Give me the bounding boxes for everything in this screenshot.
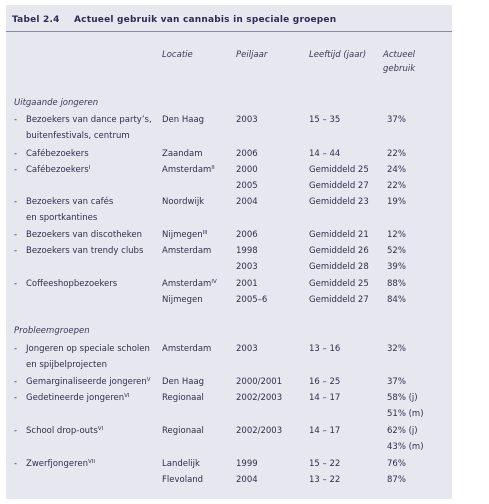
table-title: Actueel gebruik van cannabis in speciale groepen xyxy=(74,15,337,25)
current-use: 32% xyxy=(387,344,406,354)
group-name: Jongeren op speciale scholen xyxy=(26,344,150,354)
location: Noordwijk xyxy=(162,197,205,207)
current-use: 22% xyxy=(387,149,406,159)
location: Regionaal xyxy=(162,426,204,436)
age: 16 – 25 xyxy=(309,377,341,387)
group-name: Coffeeshopbezoekers xyxy=(26,279,118,289)
footnote-marker: IV xyxy=(211,279,217,285)
age: 14 – 44 xyxy=(309,149,341,159)
current-use: 87% xyxy=(387,475,406,485)
current-use: 84% xyxy=(387,295,406,305)
data-table xyxy=(6,5,452,499)
age: 14 – 17 xyxy=(309,426,341,436)
group-name: Bezoekers van cafés xyxy=(26,197,114,207)
group-name-text: Gemarginaliseerde jongeren xyxy=(26,377,147,387)
year: 2001 xyxy=(236,279,258,289)
year: 2005–6 xyxy=(236,295,268,305)
age: 13 – 22 xyxy=(309,475,341,485)
row-dash: - xyxy=(14,246,18,256)
location-text: Amsterdam xyxy=(162,279,212,289)
location: Amsterdam xyxy=(162,344,212,354)
location-text: Nijmegen xyxy=(162,230,203,240)
age: Gemiddeld 27 xyxy=(309,295,369,305)
year: 2003 xyxy=(236,115,258,125)
current-use: 37% xyxy=(387,377,406,387)
group-name-text: Cafébezoekers xyxy=(26,165,89,175)
location: Amsterdam xyxy=(162,246,212,256)
footnote-marker: VI xyxy=(97,426,104,432)
header-locatie: Locatie xyxy=(162,50,193,60)
footnote-marker: I xyxy=(88,165,91,171)
current-use: 39% xyxy=(387,262,406,272)
year: 2003 xyxy=(236,262,258,272)
age: Gemiddeld 28 xyxy=(309,262,369,272)
year: 2003 xyxy=(236,344,258,354)
current-use-secondary: 51% (m) xyxy=(387,409,424,419)
section-probleemgroepen: Probleemgroepen xyxy=(14,326,90,336)
group-name xyxy=(26,390,130,406)
location-text: Amsterdam xyxy=(162,165,212,175)
year: 2000 xyxy=(236,165,258,175)
section-uitgaande-jongeren: Uitgaande jongeren xyxy=(14,98,99,108)
row-dash: - xyxy=(14,230,18,240)
current-use: 12% xyxy=(387,230,406,240)
group-name-text: Gedetineerde jongeren xyxy=(26,393,125,403)
age: Gemiddeld 21 xyxy=(309,230,369,240)
current-use: 88% xyxy=(387,279,406,289)
age: 15 – 22 xyxy=(309,459,341,469)
header-actueel-gebruik xyxy=(383,48,415,76)
age: Gemiddeld 23 xyxy=(309,197,369,207)
row-dash: - xyxy=(14,377,18,387)
location: Landelijk xyxy=(162,459,200,469)
footnote-marker: VI xyxy=(124,393,130,399)
group-name: Cafébezoekers xyxy=(26,149,89,159)
year: 2006 xyxy=(236,149,258,159)
row-dash: - xyxy=(14,197,18,207)
group-name: Bezoekers van trendy clubs xyxy=(26,246,144,256)
age: Gemiddeld 27 xyxy=(309,181,369,191)
group-name xyxy=(26,423,103,439)
row-dash: - xyxy=(14,115,18,125)
location xyxy=(162,162,215,178)
current-use: 58% (j) xyxy=(387,393,418,403)
age: 14 – 17 xyxy=(309,393,341,403)
year: 2000/2001 xyxy=(236,377,283,387)
footnote-marker: II xyxy=(211,165,215,171)
year: 2002/2003 xyxy=(236,426,283,436)
group-name-continued: en sportkantines xyxy=(26,213,98,223)
group-name xyxy=(26,374,151,390)
group-name-continued: en spijbelprojecten xyxy=(26,360,107,370)
header-actueel-line1: Actueel xyxy=(383,50,416,60)
row-dash: - xyxy=(14,279,18,289)
current-use: 22% xyxy=(387,181,406,191)
footnote-marker: V xyxy=(146,377,151,383)
row-dash: - xyxy=(14,393,18,403)
group-name: Bezoekers van dance party’s, xyxy=(26,115,152,125)
location: Den Haag xyxy=(162,377,205,387)
row-dash: - xyxy=(14,459,18,469)
year: 2004 xyxy=(236,197,258,207)
header-actueel-line2: gebruik xyxy=(383,64,416,74)
age: 13 – 16 xyxy=(309,344,341,354)
current-use: 52% xyxy=(387,246,406,256)
group-name-text: School drop-outs xyxy=(26,426,98,436)
location: Flevoland xyxy=(162,475,204,485)
current-use: 24% xyxy=(387,165,406,175)
age: Gemiddeld 25 xyxy=(309,165,369,175)
current-use: 62% (j) xyxy=(387,426,418,436)
group-name: Bezoekers van discotheken xyxy=(26,230,142,240)
year: 2004 xyxy=(236,475,258,485)
current-use: 37% xyxy=(387,115,406,125)
location xyxy=(162,276,217,292)
row-dash: - xyxy=(14,426,18,436)
age: Gemiddeld 26 xyxy=(309,246,369,256)
year: 2002/2003 xyxy=(236,393,283,403)
row-dash: - xyxy=(14,165,18,175)
group-name-continued: buitenfestivals, centrum xyxy=(26,131,130,141)
footnote-marker: III xyxy=(202,230,208,236)
location: Nijmegen xyxy=(162,295,203,305)
year: 1998 xyxy=(236,246,258,256)
footnote-marker: VII xyxy=(88,459,96,465)
table-number: Tabel 2.4 xyxy=(12,15,60,25)
year: 2006 xyxy=(236,230,258,240)
current-use-secondary: 43% (m) xyxy=(387,442,424,452)
row-dash: - xyxy=(14,344,18,354)
header-peiljaar: Peiljaar xyxy=(236,50,268,60)
location xyxy=(162,227,207,243)
group-name xyxy=(26,456,95,472)
age: 15 – 35 xyxy=(309,115,341,125)
location: Den Haag xyxy=(162,115,205,125)
group-name-text: Zwerfjongeren xyxy=(26,459,88,469)
location: Zaandam xyxy=(162,149,203,159)
year: 2005 xyxy=(236,181,258,191)
row-dash: - xyxy=(14,149,18,159)
table-title-bar xyxy=(6,5,452,32)
current-use: 19% xyxy=(387,197,406,207)
age: Gemiddeld 25 xyxy=(309,279,369,289)
location: Regionaal xyxy=(162,393,204,403)
group-name xyxy=(26,162,90,178)
year: 1999 xyxy=(236,459,258,469)
header-leeftijd: Leeftijd (jaar) xyxy=(309,50,367,60)
current-use: 76% xyxy=(387,459,406,469)
